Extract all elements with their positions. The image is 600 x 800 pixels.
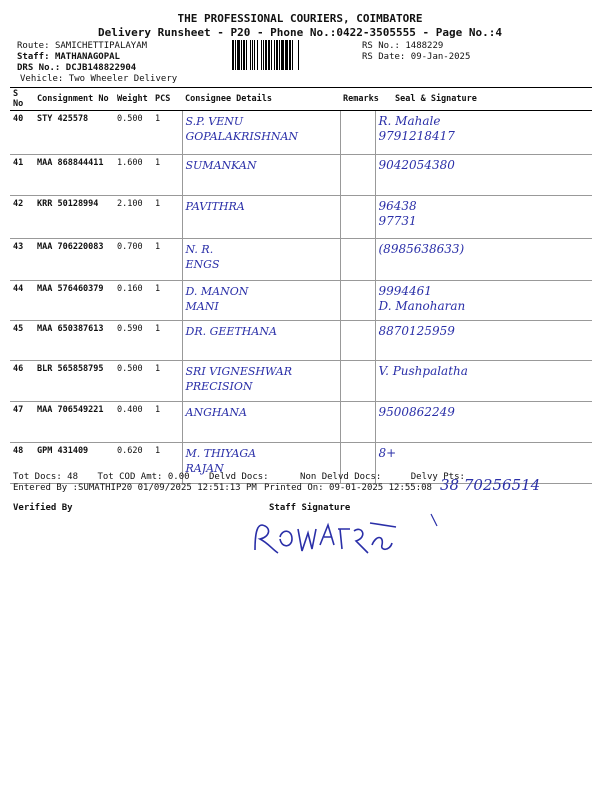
row-pcs: 1 (152, 111, 182, 155)
row-pcs: 1 (152, 321, 182, 361)
row-seal-signature (375, 281, 592, 321)
row-seal-signature (375, 111, 592, 155)
rs-date-value: 09-Jan-2025 (410, 52, 471, 62)
staff-signature (250, 515, 400, 560)
row-seal-signature (375, 402, 592, 443)
seal-handwriting: R. Mahale 9791218417 (378, 114, 455, 143)
row-consignee (182, 111, 340, 155)
table-row (10, 111, 592, 155)
row-remarks (340, 155, 375, 196)
row-consignment-no: MAA 706549221 (34, 402, 114, 443)
row-weight: 0.590 (114, 321, 152, 361)
consignee-handwriting: S.P. VENU GOPALAKRISHNAN (185, 115, 299, 143)
barcode (232, 40, 354, 70)
table-row (10, 361, 592, 402)
row-seal-signature (375, 196, 592, 239)
route-value: SAMICHETTIPALAYAM (54, 41, 148, 51)
entered-by: Entered By :SUMATHIP20 01/09/2025 12:51:13 PM (13, 483, 257, 493)
row-consignee (182, 155, 340, 196)
staff-label: Staff: (17, 52, 50, 62)
row-pcs: 1 (152, 155, 182, 196)
row-remarks (340, 111, 375, 155)
row-sno: 40 (10, 111, 34, 155)
consignee-handwriting: PAVITHRA (185, 200, 245, 213)
col-consignee: Consignee Details (182, 88, 340, 111)
consignee-handwriting: D. MANON MANI (185, 285, 249, 313)
row-pcs: 1 (152, 443, 182, 484)
consignee-handwriting: DR. GEETHANA (185, 325, 277, 338)
row-pcs: 1 (152, 281, 182, 321)
table-row (10, 196, 592, 239)
row-seal-signature (375, 321, 592, 361)
consignee-handwriting: ANGHANA (185, 406, 247, 419)
col-pcs: PCS (152, 88, 182, 111)
printed-on: Printed On: 09-01-2025 12:55:08 (264, 483, 432, 493)
row-weight: 0.400 (114, 402, 152, 443)
seal-handwriting: (8985638633) (378, 242, 465, 256)
route-label: Route: (17, 41, 50, 51)
rs-no-label: RS No.: (362, 41, 400, 51)
drs-label: DRS No.: (17, 63, 61, 73)
table-row (10, 155, 592, 196)
row-consignment-no: MAA 576460379 (34, 281, 114, 321)
row-seal-signature (375, 239, 592, 281)
rs-date-line (362, 52, 470, 63)
row-sno: 47 (10, 402, 34, 443)
row-weight: 0.160 (114, 281, 152, 321)
route-line (17, 41, 147, 52)
drs-line (17, 63, 136, 74)
delvy-pts-handwritten: 38 70256514 (440, 476, 541, 494)
staff-signature-label: Staff Signature (269, 503, 351, 513)
seal-handwriting: 8870125959 (378, 324, 455, 338)
runsheet-subtitle: Delivery Runsheet - P20 - Phone No.:0422-3505555 - Page No.:4 (98, 26, 502, 39)
row-consignee (182, 361, 340, 402)
col-consignment: Consignment No (34, 88, 114, 111)
row-weight: 0.500 (114, 361, 152, 402)
row-pcs: 1 (152, 196, 182, 239)
table-row (10, 281, 592, 321)
consignee-handwriting: SUMANKAN (185, 159, 257, 172)
delvy-pts: Delvy Pts: (410, 472, 465, 482)
table-header-row (10, 88, 592, 111)
table-row (10, 321, 592, 361)
drs-value: DCJB148822904 (65, 63, 137, 73)
col-sno: S No (10, 88, 34, 111)
vehicle-line (20, 74, 177, 85)
seal-handwriting: 9500862249 (378, 405, 455, 419)
row-pcs: 1 (152, 361, 182, 402)
runsheet-table (10, 87, 592, 484)
row-consignment-no: MAA 868844411 (34, 155, 114, 196)
row-weight: 1.600 (114, 155, 152, 196)
seal-handwriting: 96438 97731 (378, 199, 417, 228)
rs-date-label: RS Date: (362, 52, 406, 62)
row-weight: 0.700 (114, 239, 152, 281)
row-seal-signature (375, 155, 592, 196)
row-weight: 0.500 (114, 111, 152, 155)
row-sno: 46 (10, 361, 34, 402)
row-weight: 2.100 (114, 196, 152, 239)
verified-by: Verified By (13, 503, 73, 513)
row-seal-signature (375, 361, 592, 402)
non-delvd-docs: Non Delvd Docs: (300, 472, 382, 482)
col-seal: Seal & Signature (375, 88, 592, 111)
staff-line (17, 52, 120, 63)
seal-handwriting: 9042054380 (378, 158, 455, 172)
table-row (10, 402, 592, 443)
row-consignment-no: STY 425578 (34, 111, 114, 155)
row-sno: 48 (10, 443, 34, 484)
row-remarks (340, 239, 375, 281)
row-sno: 42 (10, 196, 34, 239)
row-sno: 41 (10, 155, 34, 196)
consignee-handwriting: N. R. ENGS (185, 243, 220, 271)
rs-no-value: 1488229 (405, 41, 444, 51)
row-pcs: 1 (152, 239, 182, 281)
row-pcs: 1 (152, 402, 182, 443)
row-consignee (182, 321, 340, 361)
row-sno: 45 (10, 321, 34, 361)
row-consignee (182, 281, 340, 321)
row-remarks (340, 361, 375, 402)
tot-cod: Tot COD Amt: 0.00 (97, 472, 190, 482)
delvd-docs: Delvd Docs: (209, 472, 269, 482)
row-sno: 44 (10, 281, 34, 321)
row-consignment-no: KRR 50128994 (34, 196, 114, 239)
consignee-handwriting: M. THIYAGA RAJAN (185, 447, 257, 475)
staff-value: MATHANAGOPAL (54, 52, 120, 62)
seal-handwriting: V. Pushpalatha (378, 364, 468, 378)
row-consignment-no: MAA 650387613 (34, 321, 114, 361)
row-remarks (340, 281, 375, 321)
row-consignee (182, 196, 340, 239)
consignee-handwriting: SRI VIGNESHWAR PRECISION (185, 365, 293, 393)
vehicle-label: Vehicle: (20, 74, 64, 84)
table-row (10, 239, 592, 281)
row-sno: 43 (10, 239, 34, 281)
rs-no-line (362, 41, 443, 52)
tot-docs: Tot Docs: 48 (13, 472, 79, 482)
col-weight: Weight (114, 88, 152, 111)
company-title: THE PROFESSIONAL COURIERS, COIMBATORE (177, 12, 423, 25)
row-remarks (340, 321, 375, 361)
row-consignment-no: MAA 706220083 (34, 239, 114, 281)
col-remarks: Remarks (340, 88, 375, 111)
row-remarks (340, 402, 375, 443)
row-weight: 0.620 (114, 443, 152, 484)
row-consignee (182, 402, 340, 443)
vehicle-value: Two Wheeler Delivery (68, 74, 178, 84)
row-consignee (182, 239, 340, 281)
row-remarks (340, 196, 375, 239)
tick-mark (428, 512, 440, 528)
row-consignment-no: BLR 565858795 (34, 361, 114, 402)
seal-handwriting: 9994461 D. Manoharan (378, 284, 466, 313)
seal-handwriting: 8+ (378, 446, 397, 460)
row-consignment-no: GPM 431409 (34, 443, 114, 484)
